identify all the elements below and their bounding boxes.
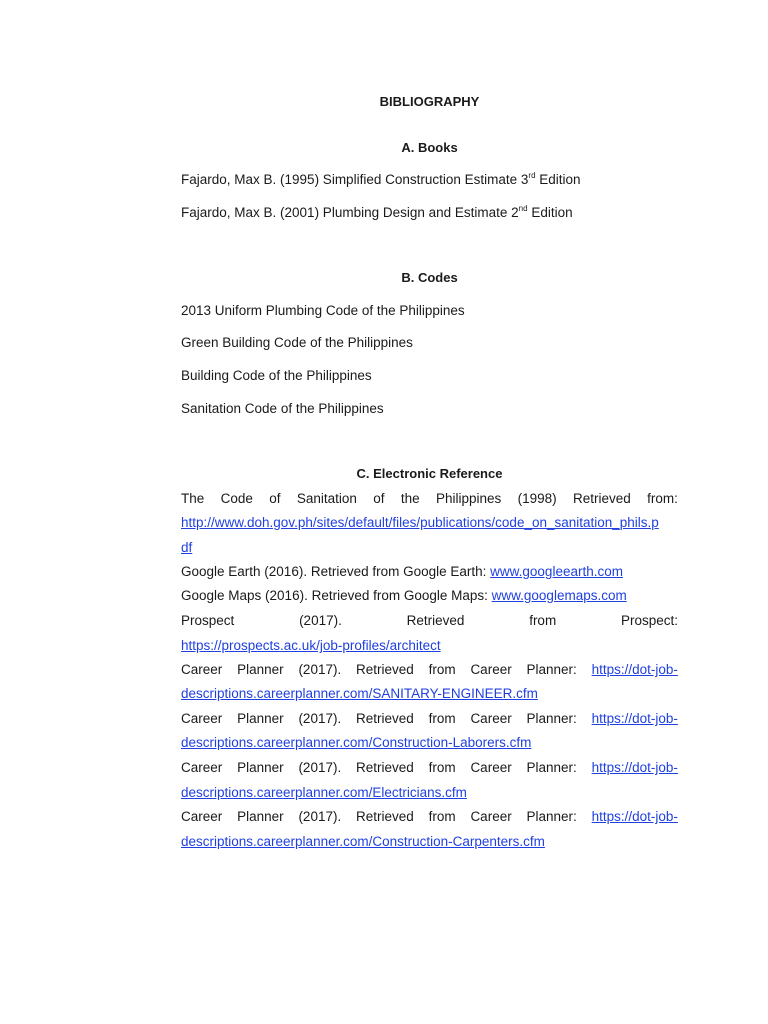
word: Retrieved	[356, 662, 414, 677]
sanitation-url-line	[181, 515, 659, 530]
word: Retrieved	[356, 809, 414, 824]
career-link-construction-carpenters[interactable]: descriptions.careerplanner.com/Construction-Carpenters.cfm	[181, 834, 545, 849]
career-url-line	[181, 785, 467, 800]
career-link-construction-laborers[interactable]: descriptions.careerplanner.com/Construction-Laborers.cfm	[181, 735, 532, 750]
word: Career	[181, 760, 223, 775]
word: of	[269, 491, 281, 506]
word: from	[428, 662, 456, 677]
word: The	[181, 491, 205, 506]
career-url-line	[181, 735, 531, 750]
code-entry: 2013 Uniform Plumbing Code of the Philippines	[181, 303, 465, 318]
book-entry	[181, 172, 581, 187]
book-entry-superscript: rd	[528, 170, 536, 180]
prospect-link[interactable]: https://prospects.ac.uk/job-profiles/architect	[181, 638, 441, 653]
career-link-sanitary-engineer[interactable]: descriptions.careerplanner.com/SANITARY-ENGINEER.cfm	[181, 686, 538, 701]
word: Career	[470, 662, 512, 677]
reference-text: Google Maps (2016). Retrieved from Google Maps:	[181, 588, 492, 603]
word: Career	[181, 809, 223, 824]
code-entry: Green Building Code of the Philippines	[181, 335, 413, 350]
word: Sanitation	[296, 491, 357, 506]
code-entry: Building Code of the Philippines	[181, 368, 372, 383]
prospect-url-line	[181, 638, 441, 653]
word: Planner	[237, 760, 284, 775]
word: Planner	[237, 662, 284, 677]
word: from:	[647, 491, 678, 506]
career-reference-line	[181, 809, 678, 824]
book-entry-tail: Edition	[527, 205, 573, 220]
word: (1998)	[517, 491, 557, 506]
career-link-start[interactable]: https://dot-job-	[591, 662, 678, 677]
google-maps-reference	[181, 588, 627, 603]
word: (2017).	[298, 809, 342, 824]
book-entry-tail: Edition	[535, 172, 581, 187]
word: Prospect:	[620, 613, 678, 628]
career-link-start[interactable]: https://dot-job-	[591, 760, 678, 775]
sanitation-reference-line	[181, 491, 678, 506]
word: Career	[470, 809, 512, 824]
word: Planner	[237, 809, 284, 824]
sanitation-link-continued[interactable]: df	[181, 540, 193, 555]
section-heading-electronic: C. Electronic Reference	[356, 466, 503, 481]
word: Retrieved	[406, 613, 465, 628]
reference-text: Google Earth (2016). Retrieved from Google Earth:	[181, 564, 491, 579]
word: (2017).	[298, 711, 342, 726]
word: Planner:	[526, 662, 577, 677]
word: Career	[181, 662, 223, 677]
word: Career	[470, 711, 512, 726]
word: from	[428, 711, 456, 726]
word: of	[373, 491, 385, 506]
career-url-line	[181, 686, 538, 701]
word: from	[428, 809, 456, 824]
google-earth-reference	[181, 564, 623, 579]
word: (2017).	[298, 760, 342, 775]
word: Planner:	[526, 711, 577, 726]
career-reference-line	[181, 760, 678, 775]
book-entry-superscript: nd	[518, 203, 528, 213]
career-link-start[interactable]: https://dot-job-	[591, 809, 678, 824]
section-heading-books: A. Books	[401, 140, 458, 155]
career-url-line	[181, 834, 545, 849]
career-link-start[interactable]: https://dot-job-	[591, 711, 678, 726]
word: Career	[470, 760, 512, 775]
google-earth-link[interactable]: www.googleearth.com	[490, 564, 623, 579]
book-entry	[181, 205, 573, 220]
word: Retrieved	[356, 711, 414, 726]
book-entry-text: Fajardo, Max B. (1995) Simplified Construction Estimate 3	[181, 172, 529, 187]
prospect-reference-line	[181, 613, 678, 628]
sanitation-url-line-2	[181, 540, 192, 555]
word: Career	[181, 711, 223, 726]
word: from	[529, 613, 557, 628]
word: from	[428, 760, 456, 775]
word: (2017).	[298, 662, 342, 677]
word: the	[400, 491, 420, 506]
word: Retrieved	[572, 491, 631, 506]
word: Code	[220, 491, 253, 506]
sanitation-link[interactable]: http://www.doh.gov.ph/sites/default/files/publications/code_on_sanitation_phils.p	[181, 515, 659, 530]
word: Prospect	[181, 613, 235, 628]
career-reference-line	[181, 662, 678, 677]
section-heading-codes: B. Codes	[401, 270, 458, 285]
career-reference-line	[181, 711, 678, 726]
word: Philippines	[435, 491, 502, 506]
word: Planner	[237, 711, 284, 726]
career-link-electricians[interactable]: descriptions.careerplanner.com/Electricians.cfm	[181, 785, 467, 800]
code-entry: Sanitation Code of the Philippines	[181, 401, 384, 416]
book-entry-text: Fajardo, Max B. (2001) Plumbing Design and Estimate 2	[181, 205, 519, 220]
word: Planner:	[526, 760, 577, 775]
word: Planner:	[526, 809, 577, 824]
word: (2017).	[299, 613, 342, 628]
word: Retrieved	[356, 760, 414, 775]
google-maps-link[interactable]: www.googlemaps.com	[491, 588, 627, 603]
page-title: BIBLIOGRAPHY	[379, 94, 480, 109]
